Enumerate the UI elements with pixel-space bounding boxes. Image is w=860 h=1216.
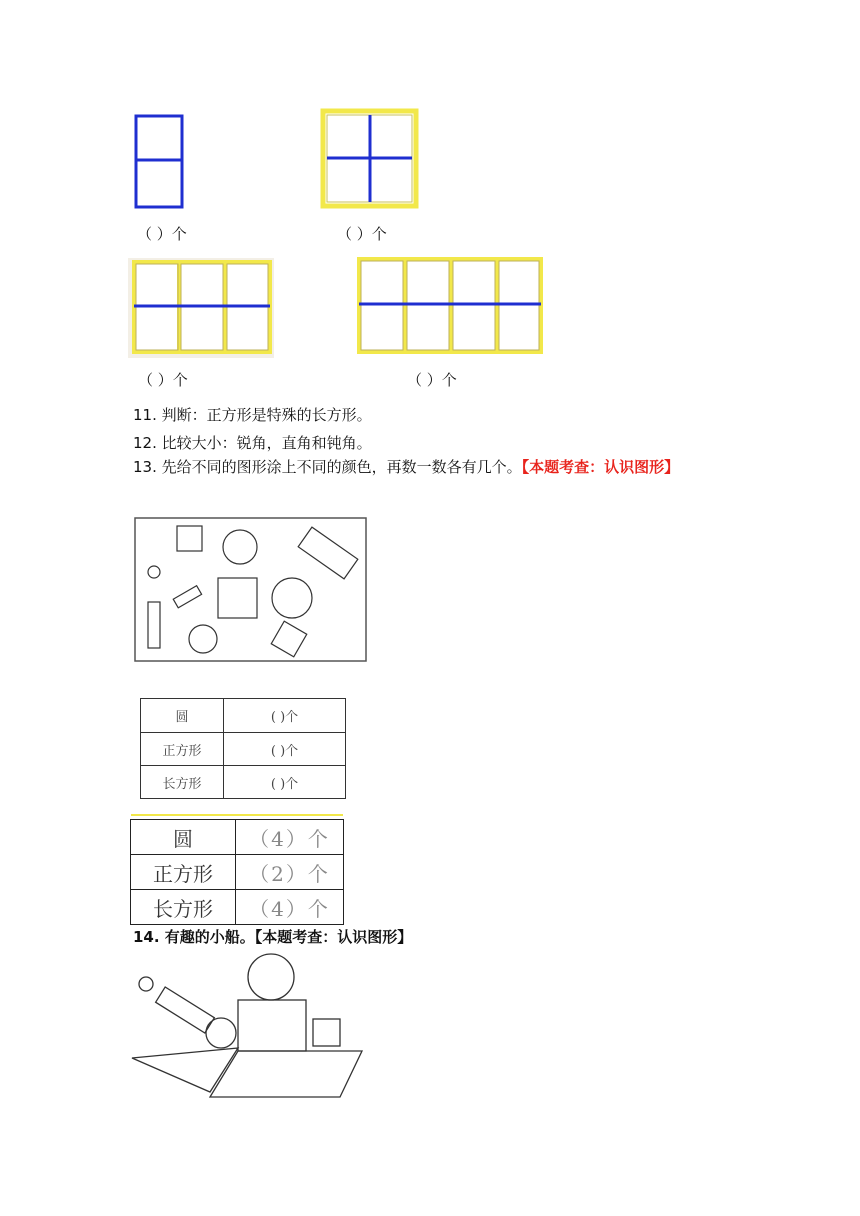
blank-figure-2: （ ）个 xyxy=(337,225,387,243)
table-answer-count-square: （2）个 xyxy=(236,855,344,890)
table-answer-shape-circle: 圆 xyxy=(131,820,236,855)
blank-figure-1: （ ）个 xyxy=(137,225,187,243)
table-answer-count-circle: （4）个 xyxy=(236,820,344,855)
table-blank-count-circle: ( )个 xyxy=(224,699,346,733)
table-answer-shape-square: 正方形 xyxy=(131,855,236,890)
question-14-text: 14. 有趣的小船。 xyxy=(133,928,255,946)
question-12: 12. 比较大小：锐角，直角和钝角。 xyxy=(133,434,372,452)
table-blank-shape-rectangle: 长方形 xyxy=(141,766,224,799)
question-11: 11. 判断：正方形是特殊的长方形。 xyxy=(133,406,372,424)
question-14-tag: 【本题考查：认识图形】 xyxy=(254,928,413,946)
table-blank-count-square: ( )个 xyxy=(224,733,346,766)
table-answer-shape-rectangle: 长方形 xyxy=(131,890,236,925)
table-answer-count-rectangle: （4）个 xyxy=(236,890,344,925)
blank-figure-4: （ ）个 xyxy=(407,371,457,389)
question-13-tag: 【本题考查：认识图形】 xyxy=(521,458,680,476)
table-blank-shape-circle: 圆 xyxy=(141,699,224,733)
question-13-text: 13. 先给不同的图形涂上不同的颜色，再数一数各有几个。 xyxy=(133,458,522,476)
table-blank-count-rectangle: ( )个 xyxy=(224,766,346,799)
table-blank-shape-square: 正方形 xyxy=(141,733,224,766)
blank-figure-3: （ ）个 xyxy=(138,371,188,389)
